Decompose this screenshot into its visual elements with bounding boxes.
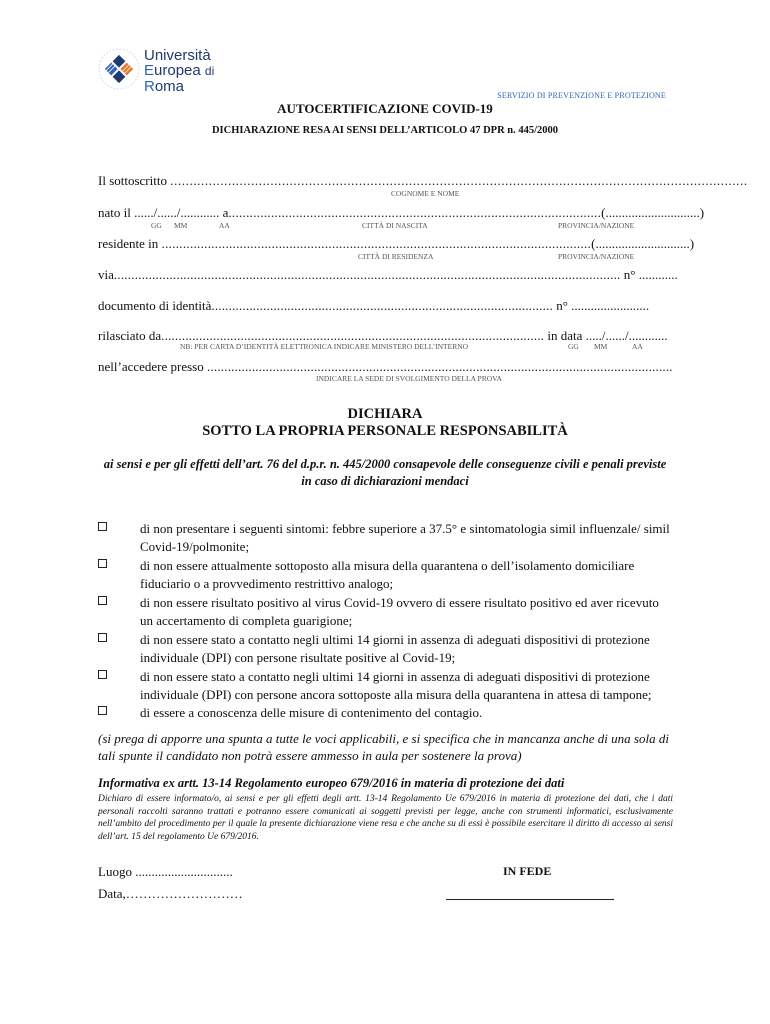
checkbox-icon[interactable] <box>98 559 107 568</box>
nato-prov: (.............................) <box>601 205 705 220</box>
documento-n-dots: ........................ <box>571 298 650 313</box>
field-luogo[interactable] <box>98 864 233 880</box>
logo-line-2-rest: uropea <box>154 62 201 79</box>
rilasciato-date: ...../....../............ <box>585 328 668 343</box>
declaration-subtitle: SOTTO LA PROPRIA PERSONALE RESPONSABILITÀ <box>202 423 568 439</box>
rilasciato-dots: ............................................................................................................... <box>161 328 545 343</box>
rilasciato-data-label: in data <box>547 328 583 343</box>
nato-dots: ......................................................................................................... <box>228 205 602 220</box>
declaration-item-text: di non essere stato a contatto negli ultimi 14 giorni in assenza di adeguati dispositivi di protezione individuale (DPI) con persone risultate positive al Covid-19; <box>140 632 650 665</box>
nato-date: ....../....../............ <box>134 205 220 220</box>
declaration-title: DICHIARA <box>347 406 423 422</box>
signature-line[interactable] <box>446 899 614 900</box>
residente-hint-prov: PROVINCIA/NAZIONE <box>558 252 635 261</box>
declaration-item-text: di essere a conoscenza delle misure di contenimento del contagio. <box>140 705 483 720</box>
residente-hint-city: CITTÀ DI RESIDENZA <box>358 252 434 261</box>
logo-line-2-small: di <box>204 64 215 78</box>
checkbox-icon[interactable] <box>98 522 107 531</box>
data-dots: ……………………… <box>125 886 243 901</box>
declaration-item-text: di non essere stato a contatto negli ultimi 14 giorni in assenza di adeguati dispositivi di protezione individuale (DPI) con persone ancora sottoposte alla misura della quarantena in attesa di tampone; <box>140 669 652 702</box>
service-label: SERVIZIO DI PREVENZIONE E PROTEZIONE <box>497 91 666 100</box>
field-documento[interactable] <box>98 298 649 314</box>
rilasciato-hint: NB: PER CARTA D’IDENTITÀ ELETTRONICA INDICARE MINISTERO DELL’INTERNO <box>180 342 469 351</box>
sottoscritto-hint: COGNOME E NOME <box>391 189 460 198</box>
field-accedere[interactable] <box>98 359 673 375</box>
nato-hint-aa: AA <box>219 221 230 230</box>
nato-hint-gg: GG <box>151 221 162 230</box>
checkbox-icon[interactable] <box>98 596 107 605</box>
declaration-note: (si prega di apporre una spunta a tutte le voci applicabili, e si specifica che in mancanza anche di una sola di tali spunte il candidato non potrà essere ammesso in aula per sostenere la prova) <box>98 731 669 763</box>
document-title: AUTOCERTIFICAZIONE COVID-19 <box>277 101 493 116</box>
field-nato[interactable] <box>98 205 704 221</box>
via-n-label: n° <box>623 267 636 282</box>
nato-hint-city: CITTÀ DI NASCITA <box>362 221 428 230</box>
via-label: via <box>98 267 114 282</box>
accedere-dots: ....................................................................................................................................... <box>207 359 673 374</box>
logo-line-3-rest: oma <box>154 78 185 95</box>
field-residente[interactable] <box>98 236 694 252</box>
documento-label: documento di identità <box>98 298 212 313</box>
accedere-label: nell’accedere presso <box>98 359 204 374</box>
rilasciato-hint-mm: MM <box>594 342 608 351</box>
rilasciato-hint-gg: GG <box>568 342 579 351</box>
declaration-item-text: di non presentare i seguenti sintomi: febbre superiore a 37.5° e sintomatologia simil influenzale/ simil Covid-19/polmonite; <box>140 521 670 554</box>
sottoscritto-dots: ...................................................................................................................................................... <box>170 173 748 188</box>
logo-line-3-cap: R <box>144 78 155 95</box>
field-sottoscritto[interactable] <box>98 173 748 189</box>
via-dots: .................................................................................................................................................. <box>113 267 621 282</box>
rilasciato-hint-aa: AA <box>632 342 643 351</box>
university-logo <box>96 44 236 100</box>
nato-label: nato il <box>98 205 131 220</box>
luogo-label: Luogo <box>98 864 132 879</box>
accedere-hint: INDICARE LA SEDE DI SVOLGIMENTO DELLA PROVA <box>316 374 502 383</box>
field-data[interactable] <box>98 886 243 902</box>
logo-line-1: Università <box>144 47 211 64</box>
nato-hint-mm: MM <box>174 221 188 230</box>
nato-a-label: a <box>222 205 229 220</box>
document-subtitle: DICHIARAZIONE RESA AI SENSI DELL’ARTICOLO 47 DPR n. 445/2000 <box>211 125 559 136</box>
sottoscritto-label: Il sottoscritto <box>98 173 167 188</box>
checkbox-icon[interactable] <box>98 670 107 679</box>
declaration-legal-basis: ai sensi e per gli effetti dell’art. 76 del d.p.r. n. 445/2000 consapevole delle conseguenze civili e penali previste in caso di dichiarazioni mendaci <box>103 457 667 488</box>
residente-dots: ......................................................................................................................... <box>161 236 592 251</box>
data-label: Data, <box>98 886 126 901</box>
rilasciato-label: rilasciato da <box>98 328 162 343</box>
declaration-item-text: di non essere risultato positivo al virus Covid-19 ovvero di essere risultato positivo ed aver ricevuto un accertamento di completa guarigione; <box>140 595 659 628</box>
declaration-item-text: di non essere attualmente sottoposto alla misura della quarantena o dell’isolamento domiciliare fiduciario o a provvedimento restrittivo analogo; <box>140 558 635 591</box>
logo-line-2-cap: E <box>144 62 155 79</box>
residente-prov: (.............................) <box>591 236 695 251</box>
in-fede-label: IN FEDE <box>503 864 552 878</box>
nato-hint-prov: PROVINCIA/NAZIONE <box>558 221 635 230</box>
documento-n-label: n° <box>556 298 568 313</box>
residente-label: residente in <box>98 236 159 251</box>
university-logo-icon <box>96 46 142 92</box>
checkbox-icon[interactable] <box>98 706 107 715</box>
checkbox-icon[interactable] <box>98 633 107 642</box>
university-name <box>144 48 214 94</box>
field-via[interactable] <box>98 267 678 283</box>
privacy-text: Dichiaro di essere informato/o, ai sensi e per gli effetti degli artt. 13-14 Regolamento Ue 679/2016 in materia di protezione dei dati, che i dati personali raccolti saranno trattati e potranno essere comunicati ai soggetti previsti per legge, anche con strumenti informatici, esclusivamente nell’ambito del procedimento per il quale la presente dichiarazione viene resa e che anche su di essi è possibile esercitare il diritto di accesso ai sensi dell’art. 15 del regolamento Ue 679/2016. <box>98 794 673 842</box>
via-n-dots: ............ <box>638 267 678 282</box>
documento-dots: ................................................................................................... <box>211 298 553 313</box>
privacy-title: Informativa ex artt. 13-14 Regolamento europeo 679/2016 in materia di protezione dei dati <box>98 776 565 790</box>
luogo-dots: .............................. <box>135 864 233 879</box>
